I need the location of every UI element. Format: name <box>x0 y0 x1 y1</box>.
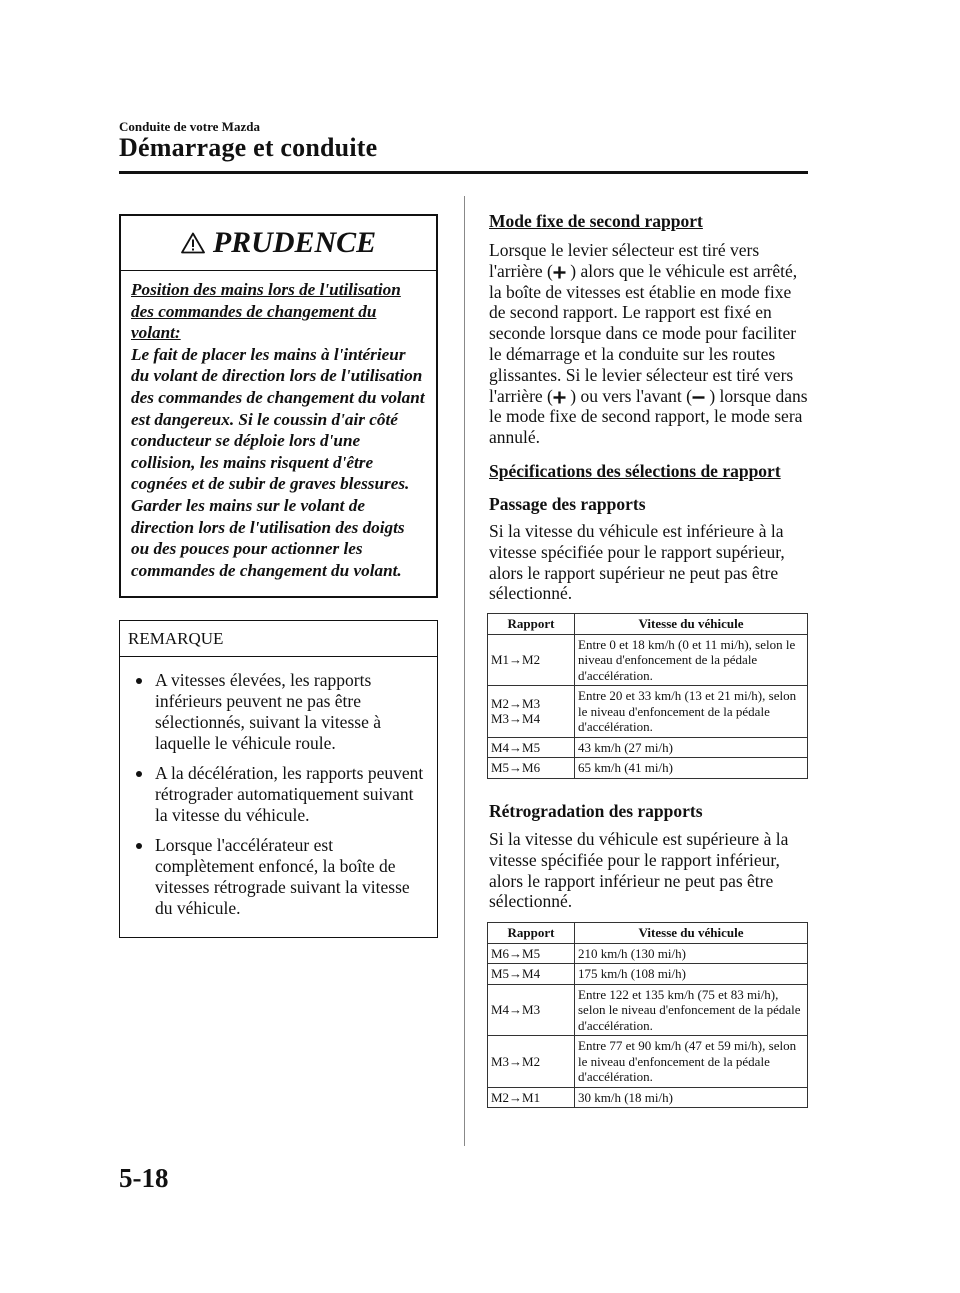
note-title: REMARQUE <box>120 621 437 657</box>
warning-header <box>121 216 436 271</box>
vitesse-cell: Entre 77 et 90 km/h (47 et 59 mi/h), selon le niveau d'enfoncement de la pédale d'accélération. <box>575 1036 808 1088</box>
downshift-text: Si la vitesse du véhicule est supérieure à la vitesse spécifiée pour le rapport inférieur, alors le rapport inférieur ne peut pas être sélectionné. <box>489 829 789 912</box>
column-divider <box>464 196 465 1146</box>
column-header: Rapport <box>488 923 575 944</box>
fixed-mode-heading: Mode fixe de second rapport <box>489 211 703 231</box>
upshift-table <box>487 613 808 779</box>
rapport-cell: M5→M4 <box>488 964 575 985</box>
table-row <box>488 1087 808 1108</box>
column-header: Vitesse du véhicule <box>575 923 808 944</box>
warning-triangle-icon <box>181 232 205 254</box>
section-label: Conduite de votre Mazda <box>119 119 260 134</box>
table-row <box>488 758 808 779</box>
column-header: Rapport <box>488 614 575 635</box>
rapport-line: M2→M3 <box>491 695 541 711</box>
column-header: Vitesse du véhicule <box>575 614 808 635</box>
rapport-line: M3→M4 <box>491 711 541 727</box>
table-row <box>488 634 808 686</box>
vitesse-cell: 65 km/h (41 mi/h) <box>575 758 808 779</box>
table-header-row <box>488 614 808 635</box>
header-rule <box>119 171 808 174</box>
warning-heading: Position des mains lors de l'utilisation des commandes de changement du volant: <box>131 280 401 343</box>
rapport-cell <box>488 686 575 738</box>
note-item: A vitesses élevées, les rapports inférieurs peuvent ne pas être sélectionnés, suivant la vitesse à laquelle le véhicule roule. <box>132 670 429 754</box>
rapport-cell: M1→M2 <box>488 634 575 686</box>
vitesse-cell: 30 km/h (18 mi/h) <box>575 1087 808 1108</box>
table-row <box>488 964 808 985</box>
rapport-cell: M2→M1 <box>488 1087 575 1108</box>
table-row <box>488 1036 808 1088</box>
rapport-cell: M3→M2 <box>488 1036 575 1088</box>
fixed-mode-text-4: ) lorsque dans le mode fixe de second rapport, le mode sera annulé. <box>489 385 808 448</box>
chapter-title: Démarrage et conduite <box>119 133 378 162</box>
vitesse-cell: 210 km/h (130 mi/h) <box>575 943 808 964</box>
table-row <box>488 737 808 758</box>
rapport-cell: M5→M6 <box>488 758 575 779</box>
fixed-mode-paragraph <box>489 240 811 448</box>
fixed-mode-text-2: ) alors que le véhicule est arrêté, la boîte de vitesses est établie en mode fixe de second rapport. Le rapport est fixé en seconde lorsque dans ce mode pour faciliter le démarrage et la conduite sur les routes glissantes. Si le levier sélecteur est tiré vers l'arrière ( <box>489 260 798 406</box>
table-row <box>488 686 808 738</box>
table-row <box>488 984 808 1036</box>
minus-icon <box>692 391 705 404</box>
downshift-table <box>487 922 808 1108</box>
warning-box <box>119 214 438 598</box>
table-header-row <box>488 923 808 944</box>
warning-title: PRUDENCE <box>212 226 377 259</box>
fixed-mode-text-3: ) ou vers l'avant ( <box>570 385 692 406</box>
warning-text: Le fait de placer les mains à l'intérieur du volant de direction lors de l'utilisation des commandes de changement du volant est dangereux. Si le coussin d'air côté conducteur se déploie lors d'une collision, les mains risquent d'être cognées et de subir de graves blessures. Garder les mains sur le volant de direction lors de l'utilisation des doigts ou des pouces pour actionner les commandes de changement du volant. <box>131 344 425 580</box>
rapport-cell: M4→M5 <box>488 737 575 758</box>
upshift-text: Si la vitesse du véhicule est inférieure à la vitesse spécifiée pour le rapport supérieur, alors le rapport supérieur ne peut pas être sélectionné. <box>489 521 785 604</box>
page-number: 5-18 <box>119 1163 169 1193</box>
vitesse-cell: Entre 20 et 33 km/h (13 et 21 mi/h), selon le niveau d'enfoncement de la pédale d'accélération. <box>575 686 808 738</box>
vitesse-cell: Entre 122 et 135 km/h (75 et 83 mi/h), selon le niveau d'enfoncement de la pédale d'accélération. <box>575 984 808 1036</box>
vitesse-cell: 175 km/h (108 mi/h) <box>575 964 808 985</box>
fixed-mode-text-1: Lorsque le levier sélecteur est tiré vers l'arrière ( <box>489 240 760 281</box>
note-item: A la décélération, les rapports peuvent rétrograder automatiquement suivant la vitesse du véhicule. <box>132 763 429 826</box>
plus-icon <box>553 391 566 404</box>
note-list <box>120 657 437 919</box>
vitesse-cell: Entre 0 et 18 km/h (0 et 11 mi/h), selon le niveau d'enfoncement de la pédale d'accélération. <box>575 634 808 686</box>
upshift-heading: Passage des rapports <box>489 494 646 514</box>
warning-body <box>121 271 436 581</box>
note-item: Lorsque l'accélérateur est complètement enfoncé, la boîte de vitesses rétrograde suivant la vitesse du véhicule. <box>132 835 429 919</box>
table-row <box>488 943 808 964</box>
vitesse-cell: 43 km/h (27 mi/h) <box>575 737 808 758</box>
rapport-cell: M6→M5 <box>488 943 575 964</box>
note-box <box>119 620 438 938</box>
plus-icon <box>553 266 566 279</box>
specs-heading: Spécifications des sélections de rapport <box>489 461 781 481</box>
rapport-cell: M4→M3 <box>488 984 575 1036</box>
downshift-heading: Rétrogradation des rapports <box>489 801 703 821</box>
